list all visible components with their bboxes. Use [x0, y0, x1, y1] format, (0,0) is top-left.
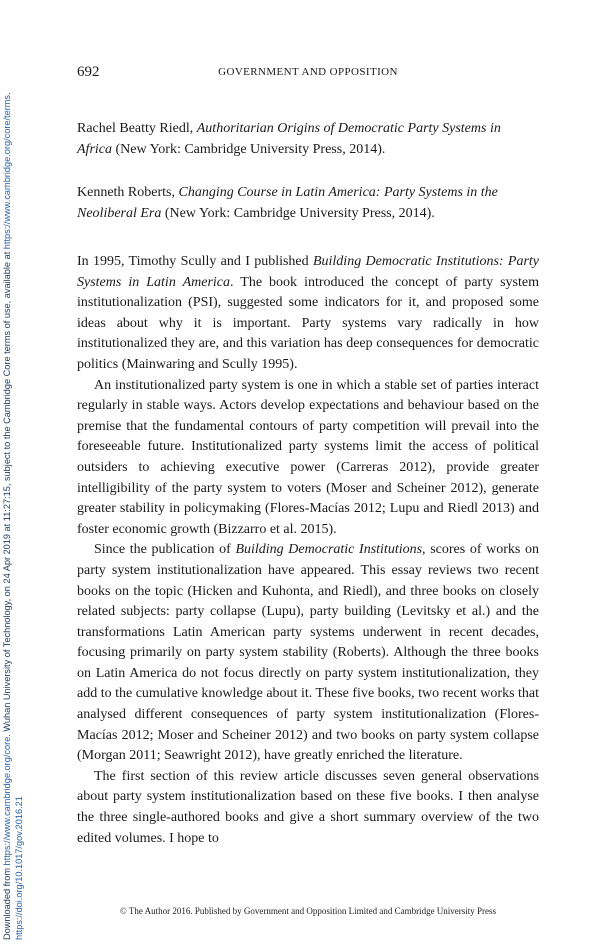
book-citation: Kenneth Roberts, Changing Course in Latin America: Party Systems in the Neoliberal Era (New York: Cambridge University Press, 2014). — [77, 185, 498, 221]
cambridge-core-link[interactable]: https://www.cambridge.org/core — [2, 736, 12, 866]
download-info-line: Downloaded from https://www.cambridge.org/core. Wuhan University of Technology, on 24 Apr 2019 at 11:27:15, subject to the Cambridge Core terms of use, available at https://www.cambridge.org/core/terms. — [2, 92, 12, 940]
terms-link[interactable]: https://www.cambridge.org/core/terms — [2, 94, 12, 250]
paragraph: The first section of this review article discusses seven general observations about party system institutionalization based on these five books. I then analyse the three single-authored books and give a short summary overview of the two edited volumes. I hope to — [77, 768, 539, 846]
doi-line — [13, 0, 25, 952]
page-number: 692 — [77, 64, 100, 80]
book-citation: Rachel Beatty Riedl, Authoritarian Origins of Democratic Party Systems in Africa (New York: Cambridge University Press, 2014). — [77, 121, 501, 157]
download-info-sidebar — [0, 0, 26, 952]
paragraph: In 1995, Timothy Scully and I published Building Democratic Institutions: Party Systems in Latin America. The book introduced the concept of party system institutionalization (PSI), suggested some indicators for it, and proposed some ideas about why it is important. Party systems vary radically in how institutionalized they are, and this variation has deep consequences for democratic politics (Mainwaring and Scully 1995). — [77, 254, 540, 372]
page-header — [77, 64, 539, 82]
paragraph: An institutionalized party system is one in which a stable set of parties interact regularly in stable ways. Actors develop expectations and behaviour based on the premise that the fundamental contours of party competition will prevail into the foreseeable future. Institutionalized party systems limit the access of political outsiders to achieving executive power (Carreras 2012), provide greater intelligibility of the party system to voters (Moser and Scheiner 2012), generate greater stability in policymaking (Flores-Macías 2012; Lupu and Riedl 2013) and foster economic growth (Bizzarro et al. 2015). — [77, 377, 539, 537]
doi-link[interactable]: https://doi.org/10.1017/gov.2016.21 — [14, 796, 24, 940]
reviewed-books-list — [77, 118, 539, 246]
running-head: GOVERNMENT AND OPPOSITION — [218, 66, 398, 78]
copyright-footer: © The Author 2016. Published by Government and Opposition Limited and Cambridge University Press — [119, 906, 497, 916]
article-body — [77, 252, 539, 849]
paragraph: Since the publication of Building Democratic Institutions, scores of works on party system institutionalization have appeared. This essay reviews two recent books on the topic (Hicken and Kuhonta, and Riedl), and three books on closely related subjects: party collapse (Lupu), party building (Levitsky et al.) and the transformations Latin American party systems underwent in recent decades, focusing primarily on party system stability (Roberts). Although the three books on Latin America do not focus directly on party system institutionalization, they add to the cumulative knowledge about it. These five books, two recent works that analysed different consequences of party system institutionalization (Flores-Macías 2012; Moser and Scheiner 2012) and two books on party system collapse (Morgan 2011; Seawright 2012), have greatly enriched the literature. — [77, 542, 540, 764]
